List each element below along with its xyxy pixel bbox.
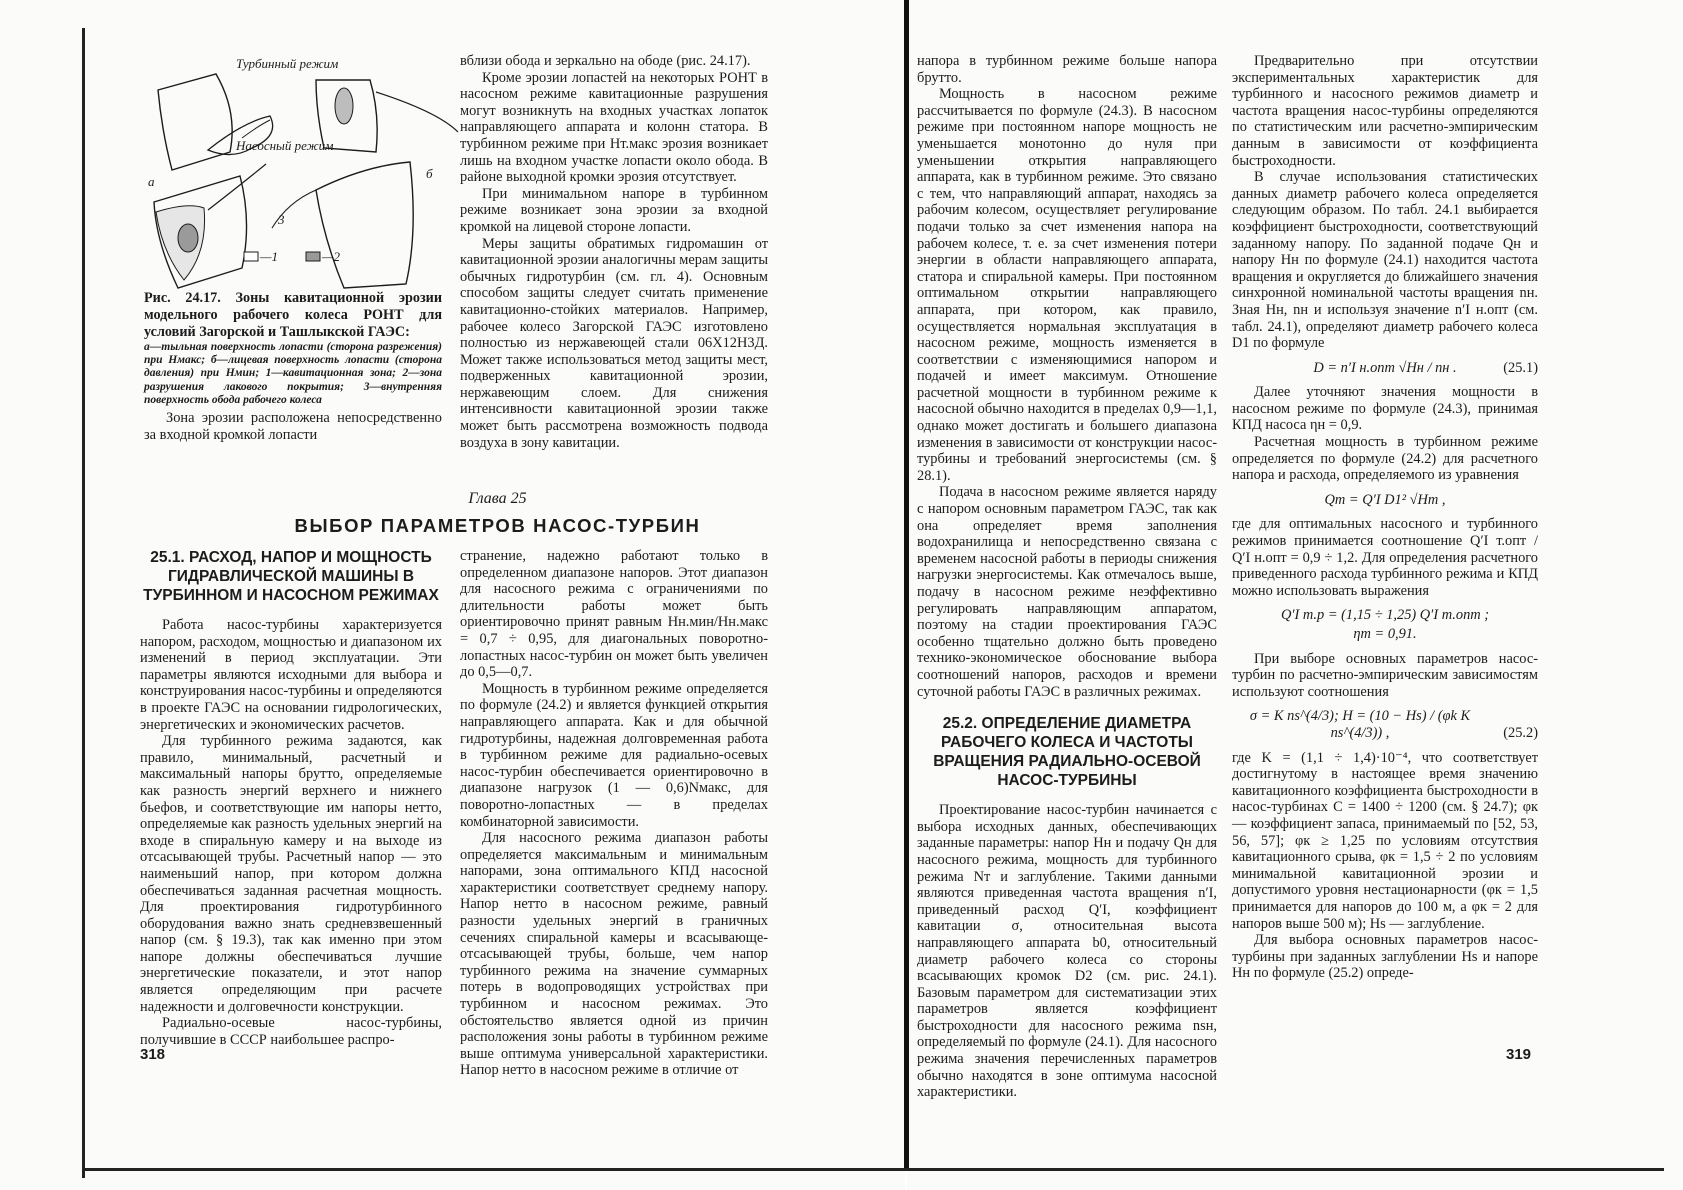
formula-body: σ = K ns^(4/3); H = (10 − Hs) / (φk K ns^(4/3)) ,	[1249, 708, 1471, 741]
erosion-zone	[335, 88, 353, 124]
book-spine	[904, 0, 909, 1170]
paragraph: Мощность в турбинном режиме определяется по формуле (24.2) и является функцией открытия направляющего аппарата. Как и для обычной гидротурбины, надежная долговременная работа в турбинном режиме для радиально-осевых насос-турбин обеспечивается ориентировочно в диапазоне нагрузок (1 — 0,6)Nмакс, для поворотно-лопастных — в пределах комбинаторной зависимости.	[460, 680, 768, 830]
paragraph: вблизи обода и зеркально на ободе (рис. 24.17).	[460, 53, 751, 69]
paragraph: Для турбинного режима задаются, как правило, минимальный, расчетный и максимальный напоры брутто, определяемые как разность энергий верхнего и нижнего бьефов, и соответствующие им напоры нетто, определяемые как разность удельных энергий на входе в спиральную камеру и на выходе из отсасывающей трубы. Расчетный напор — это наименьший напор, при котором должна обеспечиваться заданная расчетная мощность. Для проектирования гидротурбинного оборудования важно знать средневзвешенный напор (см. § 19.3), так как именно при этом напоре должны обеспечиваться лучшие энергетические показатели, и этот напор является определяющим при расчете надежности и долговечности конструкции.	[140, 733, 442, 1015]
blade-edge-line	[242, 120, 270, 138]
legend-swatch-1	[244, 252, 258, 261]
formula-number: (25.1)	[1503, 359, 1538, 376]
paragraph: напора в турбинном режиме больше напора брутто.	[917, 53, 1217, 86]
caption-main: Рис. 24.17. Зоны кавитационной эрозии модельного рабочего колеса РОНТ для условий Загорской и Ташлыкской ГАЭС:	[144, 290, 442, 340]
section-title: 25.1. РАСХОД, НАПОР И МОЩНОСТЬ ГИДРАВЛИЧЕСКОЙ МАШИНЫ В ТУРБИННОМ И НАСОСНОМ РЕЖИМАХ	[143, 549, 439, 604]
page-edge-bottom	[84, 1168, 1664, 1171]
formula-q-tp: Q′I т.р = (1,15 ÷ 1,25) Q′I т.опт ;	[1280, 607, 1490, 624]
col4	[1232, 53, 1538, 982]
formula-25-1	[1232, 360, 1538, 377]
paragraph: где для оптимальных насосного и турбинного режимов принимается соотношение Q′I т.опт / Q′I н.опт = 0,9 ÷ 1,2. Для определения расчетного приведенного расхода турбинного режима и КПД можно использовать выражения	[1232, 516, 1538, 599]
paragraph: где K = (1,1 ÷ 1,4)·10⁻⁴, что соответствует достигнутому в настоящее время значению кавитационного коэффициента быстроходности в насос-турбинах C = 1400 ÷ 1200 (см. § 24.7); φк — коэффициент запаса, принимаемый по [52, 53, 56, 57]; φк ≥ 1,25 по условиям отсутствия кавитационного срыва, φк = 1,5 ÷ 2 по условиям минимальной кавитационной эрозии и допустимого уровня нестационарности (φк = 1,5 принимается для напоров до 100 м, а φк = 2 для напоров выше 500 м); Hs — заглубление.	[1232, 749, 1538, 932]
formula-qt: Qт = Q′I D1² √Hт ,	[1324, 491, 1446, 508]
col3	[917, 53, 1217, 1101]
paragraph: Мощность в насосном режиме рассчитывается по формуле (24.3). В насосном режиме при постоянном напоре мощность не уменьшается монотонно до нуля при уменьшении открытия направляющего аппарата, как в турбинном режиме. Это связано с тем, что направляющий аппарат, находясь за рабочим колесом, осуществляет регулирование подачи только за счет изменения напора на рабочем колесе, т. е. за счет изменения потери энергии в области направляющего аппарата, статора и спиральной камеры. При постоянном оптимальном открытии направляющего аппарата, при котором, как правило, осуществляется нормальная эксплуатация в насосном режиме, мощность изменяется в соответствии с изменяющимися напором и подачей и имеет максимум. Отношение расчетной мощности в турбинном режиме к насосной обычно находится в пределах 0,9—1,1, однако может достигать и большего диапазона изменения в зависимости от конструкции насос-турбины и требований энергосистемы (см. § 28.1).	[917, 86, 1217, 484]
page-number: 319	[1506, 1046, 1532, 1063]
paragraph: Далее уточняют значения мощности в насосном режиме по формуле (24.3), принимая КПД насоса ηн = 0,9.	[1232, 384, 1538, 434]
paragraph: При минимальном напоре в турбинном режиме возникает зона эрозии за входной кромкой на лицевой стороне лопасти.	[460, 185, 768, 235]
col2-top	[460, 53, 768, 451]
col1-bottom	[140, 548, 442, 1048]
blade-outline	[158, 74, 232, 170]
figure-label-turbine: Турбинный режим	[236, 56, 339, 71]
paragraph: В случае использования статистических данных диаметр рабочего колеса определяется следующим образом. По табл. 24.1 выбирается коэффициент быстроходности, соответствующий заданному напору. По заданной подаче Qн и напору Hн по формуле (24.1) находится частота вращения и округляется до ближайшего значения синхронной номинальной частоты вращения nн. Зная Hн, nн и используя значение n′I н.опт (см. табл. 24.1), определяют диаметр рабочего колеса D1 по формуле	[1232, 169, 1538, 352]
paragraph: Зона эрозии расположена непосредственно за входной кромкой лопасти	[144, 410, 442, 443]
figure-legend-1: —1	[260, 249, 279, 264]
col2-bottom	[460, 548, 768, 1079]
formula-body: D = n′I н.опт √Hн / nн .	[1313, 359, 1457, 376]
paragraph: Расчетная мощность в турбинном режиме определяется по формуле (24.2) для расчетного напора и расхода, определяемого из уравнения	[1232, 434, 1538, 484]
blade-edge-line	[208, 164, 266, 210]
paragraph: странение, надежно работают только в определенном диапазоне напоров. Этот диапазон для насосного режима с ограничениями по длительности работы может быть ориентировочно принят равным Hн.мин/Hн.макс = 0,7 ÷ 0,95, для диагональных поворотно-лопастных насос-турбин он может быть увеличен до 0,5—0,7.	[460, 548, 768, 681]
page-edge-left	[82, 28, 85, 1178]
chapter-title: ВЫБОР ПАРАМЕТРОВ НАСОС-ТУРБИН	[294, 515, 701, 536]
paragraph: Для насосного режима диапазон работы определяется максимальным и минимальным напорами, зона оптимального КПД насосной характеристики соответствует среднему напору. Напор нетто в насосном режиме, равный разности удельных энергий в граничных сечениях спиральной камеры и всасывающе-отсасывающей трубы, больше, чем напор турбинного режима на значение суммарных потерь в водопроводящих устройствах при турбинном и насосном режимах. Это обстоятельство является одной из причин расположения зоны работы в турбинном режиме выше оптимума универсальной характеристики. Напор нетто в насосном режиме в отличие от	[460, 830, 768, 1079]
paragraph: Проектирование насос-турбин начинается с выбора исходных данных, обеспечивающих заданные параметры: напор Hн и подачу Qн для насосного режима, мощность для турбинного режима Nт и заглубление. Такими данными являются приведенная частота вращения n′I, приведенный расход Q′I, коэффициент кавитации σ, относительная высота направляющего аппарата b0, относительный диаметр рабочего колеса со стороны всасывающих кромок D2 (см. рис. 24.1). Базовым параметром для систематизации этих параметров является коэффициент быстроходности для насосного режима nsн, определяемый по формуле (24.1). Для насосного режима значения перечисленных параметров обычно находятся в зоне оптимума насосной характеристики.	[917, 802, 1217, 1101]
paragraph: Работа насос-турбины характеризуется напором, расходом, мощностью и диапазоном их изменений в период эксплуатации. Эти параметры являются исходными для выбора и конструирования насос-турбины и определяются в проекте ГАЭС на основании гидрологических, энергетических и экономических расчетов.	[140, 617, 442, 733]
figure-24-17	[148, 52, 490, 290]
formula-25-2	[1232, 708, 1538, 741]
figure-legend-2: —2	[322, 249, 341, 264]
page-number: 318	[140, 1046, 166, 1063]
erosion-zone	[178, 224, 198, 252]
paragraph: Предварительно при отсутствии экспериментальных характеристик для турбинного и насосного режимов диаметр и частота вращения насос-турбины определяются по статистическим или расчетно-эмпирическим данным в зависимости от коэффициента быстроходности.	[1232, 53, 1538, 169]
paragraph: Кроме эрозии лопастей на некоторых РОНТ в насосном режиме кавитационные разрушения могут возникнуть на входных участках лопаток направляющего аппарата и колонн статора. В турбинном режиме при Hт.макс эрозия возникает лишь на входном участке лопасти около обода. В районе выходной кромки эрозия отсутствует.	[460, 69, 768, 186]
shroud-line	[376, 92, 458, 132]
paragraph: Меры защиты обратимых гидромашин от кавитационной эрозии аналогичны мерам защиты обычных гидротурбин (см. гл. 4). Основным способом защиты следует считать применение кавитационно-стойких материалов. Например, рабочее колесо Загорской ГАЭС изготовлено полностью из нержавеющей стали 06Х12Н3Д. Может также использоваться метод защиты мест, подверженных кавитационной эрозии, нержавеющим слоем. Для снижения интенсивности кавитационной эрозии также может быть рассмотрена возможность подвода воздуха в зону кавитации.	[460, 235, 768, 451]
figure-label-pump: Насосный режим	[236, 138, 334, 153]
figure-label-a: а	[148, 174, 155, 189]
figure-caption	[144, 290, 442, 407]
caption-legend: а—тыльная поверхность лопасти (сторона разрежения) при Hмакс; б—лицевая поверхность лопасти (сторона давления) при Hмин; 1—кавитационная зона; 2—зона разрушения лакового покрытия; 3—внутренняя поверхность обода рабочего колеса	[144, 341, 442, 406]
col1-top	[144, 410, 442, 443]
figure-label-3: 3	[278, 212, 285, 227]
section-title-2: 25.2. ОПРЕДЕЛЕНИЕ ДИАМЕТРА РАБОЧЕГО КОЛЕСА И ЧАСТОТЫ ВРАЩЕНИЯ РАДИАЛЬНО-ОСЕВОЙ НАСОС-ТУРБИНЫ	[933, 715, 1201, 790]
formula-number: (25.2)	[1503, 724, 1538, 741]
paragraph: Радиально-осевые насос-турбины, получившие в СССР наибольшее распро-	[140, 1015, 442, 1048]
chapter-label: Глава 25	[468, 490, 527, 507]
paragraph: Для выбора основных параметров насос-турбины при заданных заглублении Hs и напоре Hн по формуле (25.2) опреде-	[1232, 932, 1538, 982]
paragraph: При выборе основных параметров насос-турбин по расчетно-эмпирическим зависимостям используют соотношения	[1232, 650, 1538, 700]
blade-outline	[316, 162, 413, 288]
paragraph: Подача в насосном режиме является наряду с напором основным параметром ГАЭС, так как она определяет время заполнения водохранилища и непосредственно связана с временем насосной работы в периоды снижения нагрузки энергосистемы. Как отмечалось выше, подачу в насосном режиме неэффективно регулировать направляющим аппаратом, поэтому на стадии проектирования ГАЭС особенно тщательно должно быть проведено технико-экономическое обоснование выбора соотношений напоров, расходов и времени суточной работы ГАЭС в различных режимах.	[917, 484, 1217, 700]
figure-label-b: б	[426, 166, 433, 181]
formula-eta: ηт = 0,91.	[1353, 626, 1417, 642]
legend-swatch-2	[306, 252, 320, 261]
